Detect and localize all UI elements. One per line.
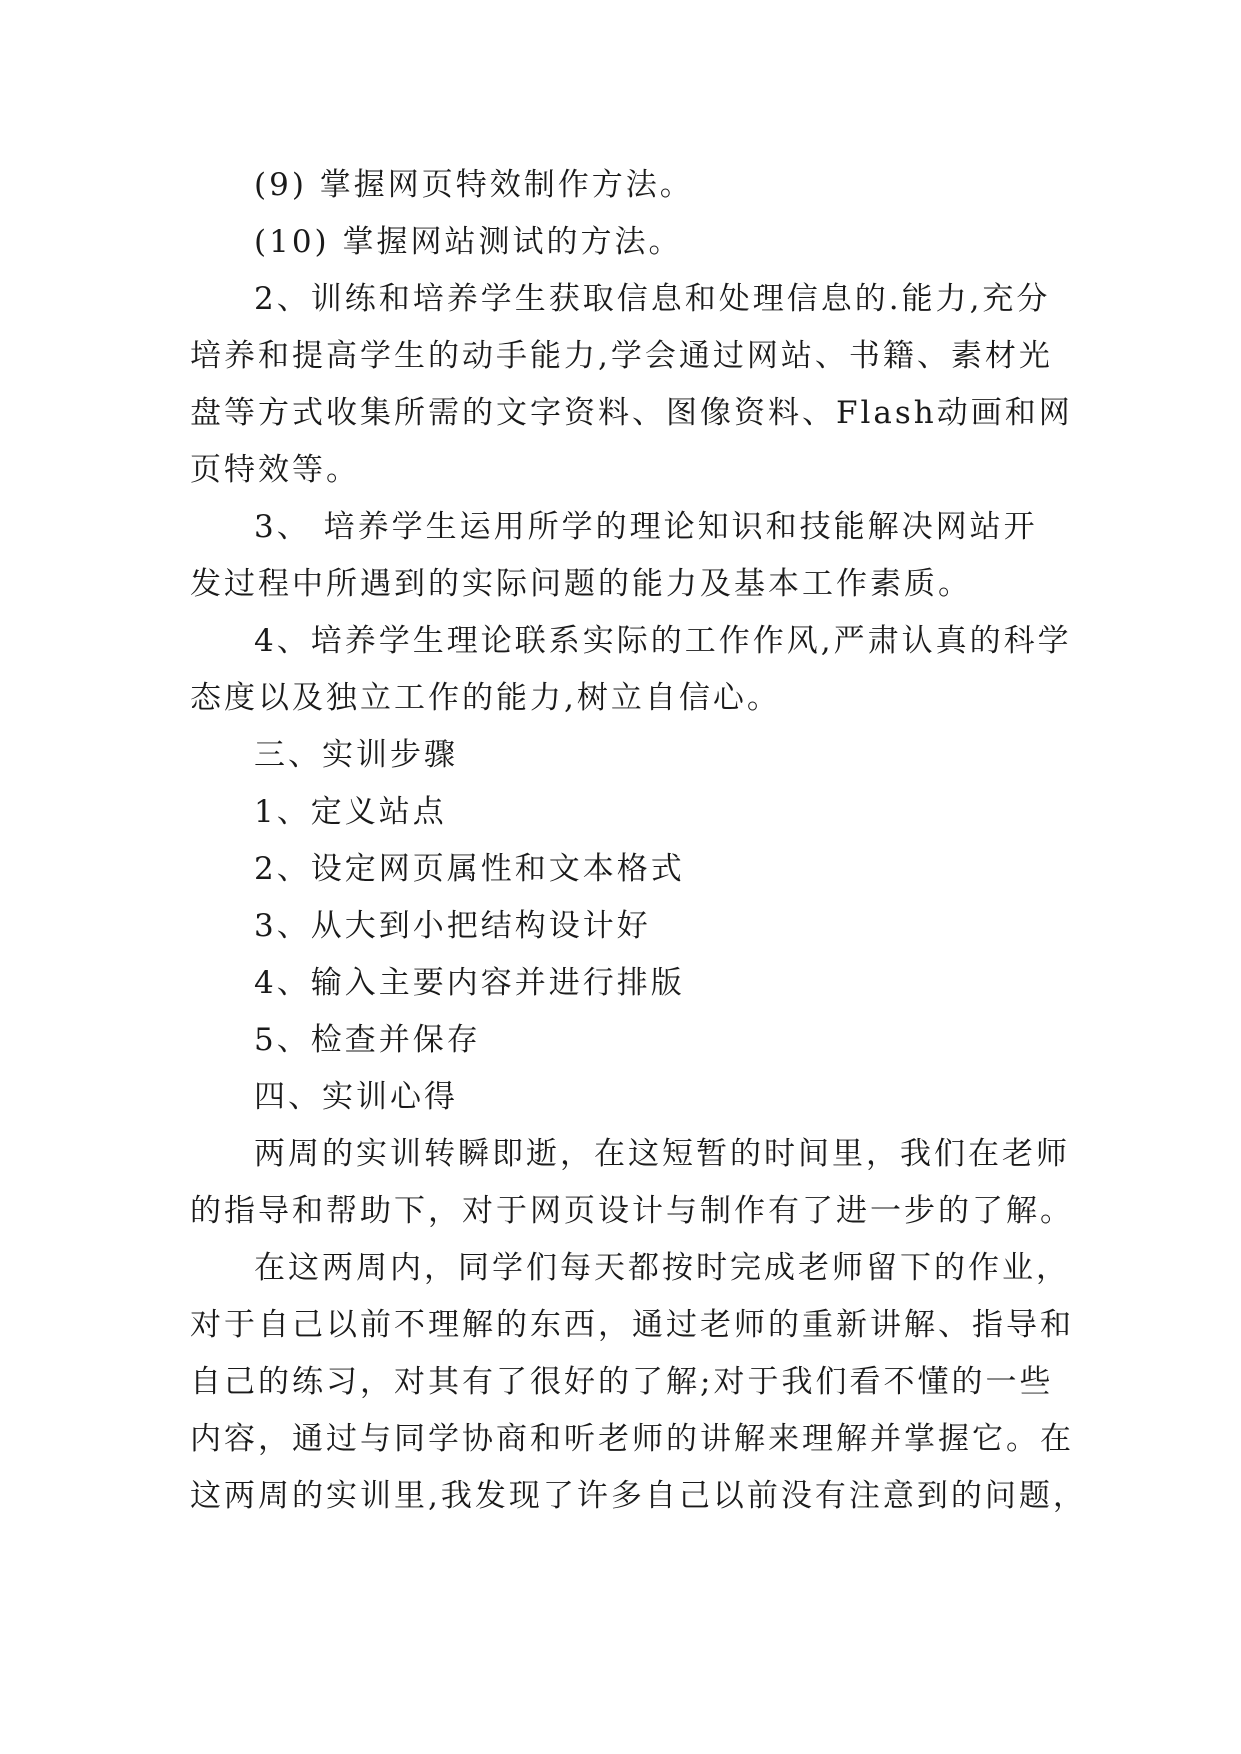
text-line: 这两周的实训里,我发现了许多自己以前没有注意到的问题， — [190, 1478, 1087, 1514]
text-line: 页特效等。 — [190, 452, 360, 488]
list-item: 4、输入主要内容并进行排版 — [254, 965, 685, 1001]
text-line: 在这两周内，同学们每天都按时完成老师留下的作业， — [254, 1250, 1070, 1286]
text-line: 盘等方式收集所需的文字资料、图像资料、Flash动画和网 — [190, 395, 1073, 431]
text-line: (9) 掌握网页特效制作方法。 — [254, 167, 694, 203]
text-line: 4、培养学生理论联系实际的工作作风,严肃认真的科学 — [254, 623, 1072, 659]
text-line: 自己的练习，对其有了很好的了解;对于我们看不懂的一些 — [190, 1364, 1054, 1400]
list-item: 5、检查并保存 — [254, 1022, 481, 1058]
list-item: 3、从大到小把结构设计好 — [254, 908, 651, 944]
text-line: 两周的实训转瞬即逝，在这短暂的时间里，我们在老师 — [254, 1136, 1070, 1172]
text-line: 态度以及独立工作的能力,树立自信心。 — [190, 680, 781, 716]
text-line: 内容，通过与同学协商和听老师的讲解来理解并掌握它。在 — [190, 1421, 1074, 1457]
text-line: (10) 掌握网站测试的方法。 — [254, 224, 683, 260]
text-line: 对于自己以前不理解的东西，通过老师的重新讲解、指导和 — [190, 1307, 1074, 1343]
list-item: 2、设定网页属性和文本格式 — [254, 851, 685, 887]
text-line: 发过程中所遇到的实际问题的能力及基本工作素质。 — [190, 566, 972, 602]
section-heading: 三、实训步骤 — [254, 737, 458, 773]
text-line: 的指导和帮助下，对于网页设计与制作有了进一步的了解。 — [190, 1193, 1074, 1229]
text-line: 培养和提高学生的动手能力,学会通过网站、书籍、素材光 — [190, 338, 1053, 374]
text-line: 2、训练和培养学生获取信息和处理信息的.能力,充分 — [254, 281, 1051, 317]
section-heading: 四、实训心得 — [254, 1079, 458, 1115]
text-line: 3、 培养学生运用所学的理论知识和技能解决网站开 — [254, 509, 1038, 545]
list-item: 1、定义站点 — [254, 794, 447, 830]
